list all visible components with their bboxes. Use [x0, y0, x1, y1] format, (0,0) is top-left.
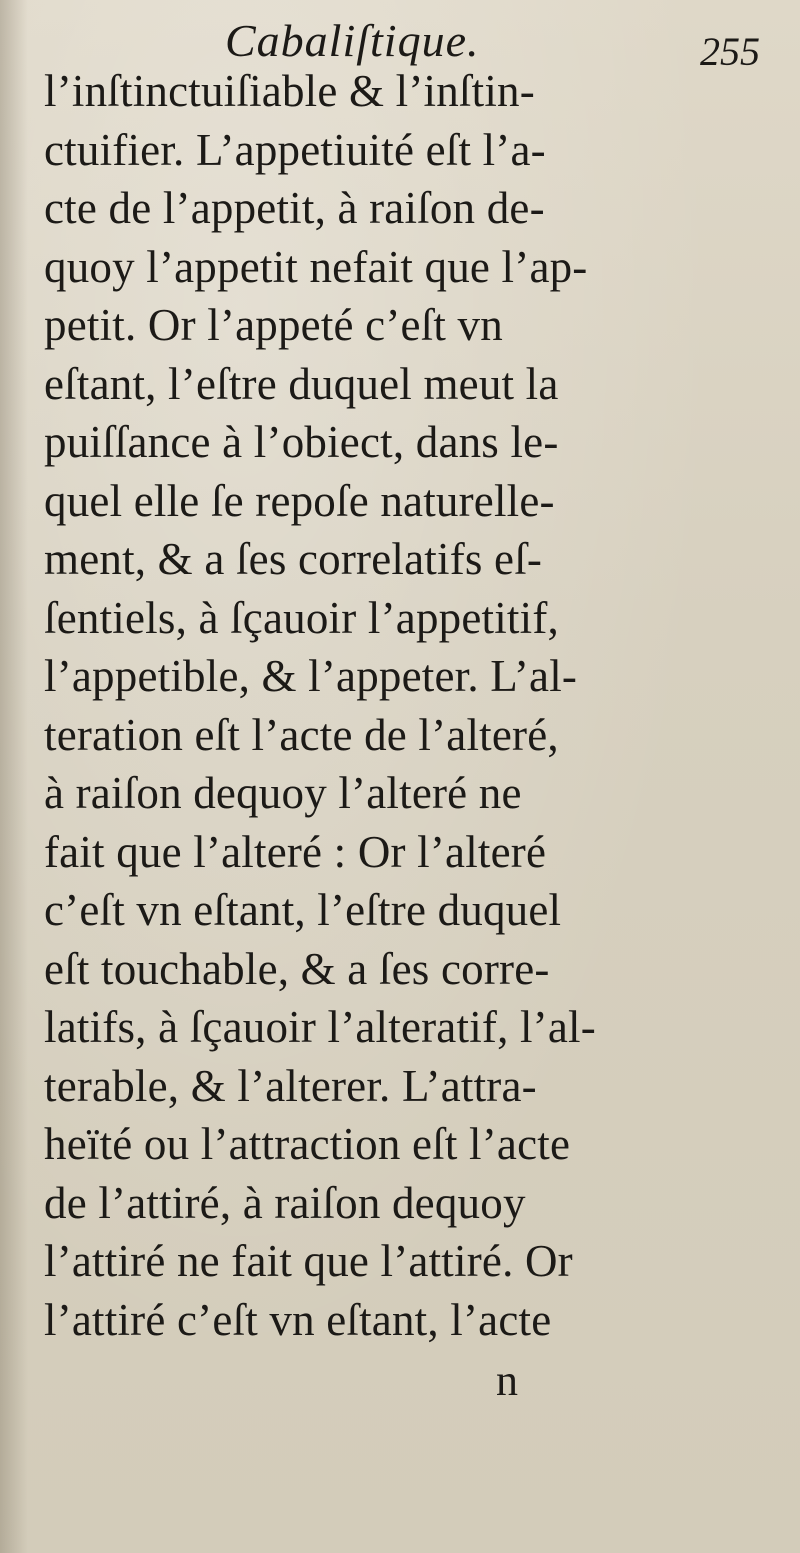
text-line: latifs, à ſçauoir l’alteratif, l’al-: [44, 1002, 596, 1052]
text-line: ment, & a ſes correlatifs eſ-: [44, 534, 543, 584]
text-line: l’attiré c’eſt vn eſtant, l’acte: [44, 1294, 552, 1345]
body-text: [44, 62, 764, 1349]
text-line: fait que l’alteré : Or l’alteré: [44, 826, 547, 877]
text-line: quoy l’appetit nefait que l’ap-: [44, 241, 588, 292]
text-line: petit. Or l’appeté c’eſt vn: [44, 300, 503, 350]
text-line: l’attiré ne fait que l’attiré. Or: [44, 1236, 573, 1286]
text-line: eſtant, l’eſtre duquel meut la: [44, 358, 559, 409]
text-line: eſt touchable, & a ſes corre-: [44, 943, 550, 994]
catchword: n: [496, 1356, 518, 1405]
text-line: ctuifier. L’appetiuité eſt l’a-: [44, 124, 546, 175]
text-line: cte de l’appetit, à raiſon de-: [44, 183, 545, 233]
running-title: Cabaliſtique.: [225, 15, 480, 66]
text-line: puiſſance à l’obiect, dans le-: [44, 417, 559, 467]
text-line: heïté ou l’attraction eſt l’acte: [44, 1119, 571, 1169]
text-line: quel elle ſe repoſe naturelle-: [44, 475, 555, 526]
page-number: 255: [700, 29, 760, 74]
binding-shadow: [0, 0, 28, 1553]
text-line: terable, & l’alterer. L’attra-: [44, 1060, 537, 1111]
text-line: de l’attiré, à raiſon dequoy: [44, 1177, 526, 1228]
text-line: à raiſon dequoy l’alteré ne: [44, 768, 522, 818]
text-line: teration eſt l’acte de l’alteré,: [44, 709, 559, 760]
text-line: l’inſtinctuiſiable & l’inſtin-: [44, 66, 535, 116]
text-line: ſentiels, à ſçauoir l’appetitif,: [44, 592, 559, 643]
text-line: c’eſt vn eſtant, l’eſtre duquel: [44, 885, 562, 935]
text-line: l’appetible, & l’appeter. L’al-: [44, 651, 578, 701]
